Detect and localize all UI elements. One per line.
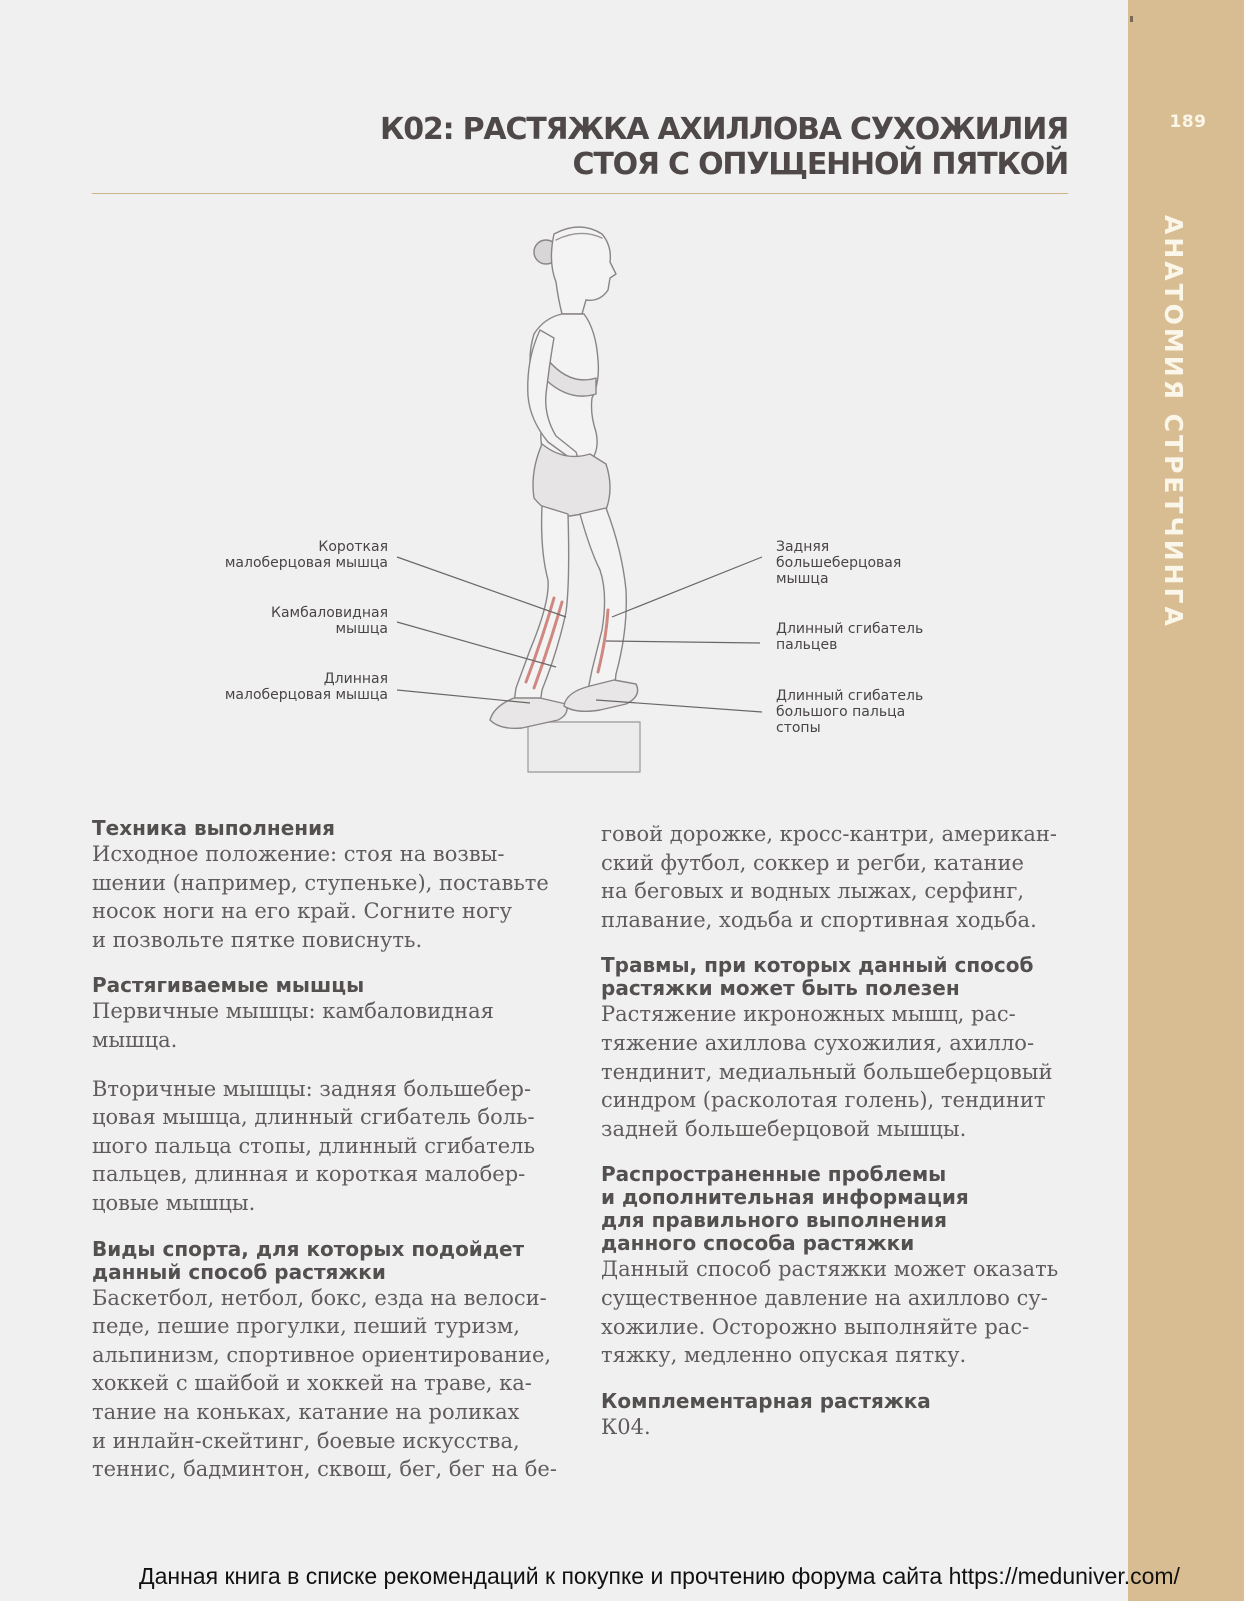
- left-column: [92, 817, 572, 1484]
- label-soleus: Камбаловидная мышца: [271, 605, 388, 637]
- page-number: 189: [1169, 112, 1207, 132]
- page-title-line-2: СТОЯ С ОПУЩЕННОЙ ПЯТКОЙ: [572, 147, 1068, 182]
- technique-text: Исходное положение: стоя на возвы- шении (например, ступеньке), поставьте носок ноги на его край. Согните ногу и позвольте пятке повиснуть.: [92, 842, 549, 952]
- front-shoe: [564, 680, 638, 711]
- sports-text: Баскетбол, нетбол, бокс, езда на велоси- педе, пешие прогулки, пеший туризм, альпинизм, спортивное ориентирование, хоккей с шайбой и хоккей на траве, ка- тание на коньках, катание на роликах и инлайн-скейтинг, боевые искусства, теннис, бадминтон, сквош, бег, бег на бе-: [92, 1285, 557, 1482]
- injuries-text: Растяжение икроножных мышц, рас- тяжение ахиллова сухожилия, ахилло- тендинит, медиальный большеберцовый синдром (расколотая голень), тендинит задней большеберцовой мышцы.: [601, 1002, 1053, 1141]
- stretch-illustration: [430, 210, 730, 790]
- page-title: [380, 112, 1068, 182]
- sports-heading: Виды спорта, для которых подойдет данный способ растяжки: [92, 1236, 525, 1284]
- label-long-peroneal: Длинная малоберцовая мышца: [224, 671, 388, 703]
- complementary-value: К04.: [601, 1414, 651, 1439]
- side-section-title: АНАТОМИЯ СТРЕТЧИНГА: [1159, 215, 1188, 629]
- head: [551, 227, 616, 314]
- label-tibialis-posterior: Задняя большеберцовая мышца: [776, 539, 902, 587]
- injuries-heading: Травмы, при которых данный способ растяжки может быть полезен: [601, 953, 1034, 1001]
- problems-heading: Распространенные проблемы и дополнительная информация для правильного выполнения данного способа растяжки: [601, 1162, 969, 1256]
- label-flexor-hallucis: Длинный сгибатель большого пальца стопы: [776, 688, 924, 736]
- muscles-heading: Растягиваемые мышцы: [92, 973, 365, 998]
- title-rule: [92, 193, 1068, 194]
- edge-mark: [1130, 16, 1133, 22]
- secondary-muscles-text: Вторичные мышцы: задняя большебер- цовая мышца, длинный сгибатель боль- шого пальца стопы, длинный сгибатель пальцев, длинная и короткая малобер- цовые мышцы.: [92, 1076, 535, 1215]
- footer-note: Данная книга в списке рекомендаций к покупке и прочтению форума сайта https://meduniver.com/: [139, 1563, 1180, 1589]
- right-column: [601, 820, 1081, 1441]
- label-flexor-digitorum: Длинный сгибатель пальцев: [776, 621, 924, 653]
- label-short-peroneal: Короткая малоберцовая мышца: [224, 539, 388, 571]
- front-leg: [580, 508, 626, 692]
- problems-text: Данный способ растяжки может оказать существенное давление на ахиллово су- хожилие. Осторожно выполняйте рас- тяжку, медленно опуская пятку.: [601, 1257, 1059, 1368]
- step-block: [528, 722, 640, 772]
- sports-text-continued: говой дорожке, кросс-кантри, американ- ский футбол, соккер и регби, катание на беговых и водных лыжах, серфинг, плавание, ходьба и спортивная ходьба.: [601, 822, 1058, 932]
- page-title-line-1: К02: РАСТЯЖКА АХИЛЛОВА СУХОЖИЛИЯ: [379, 112, 1068, 147]
- technique-heading: Техника выполнения: [92, 816, 335, 840]
- complementary-heading: Комплементарная растяжка: [601, 1388, 931, 1413]
- primary-muscles-text: Первичные мышцы: камбаловидная мышца.: [92, 999, 494, 1052]
